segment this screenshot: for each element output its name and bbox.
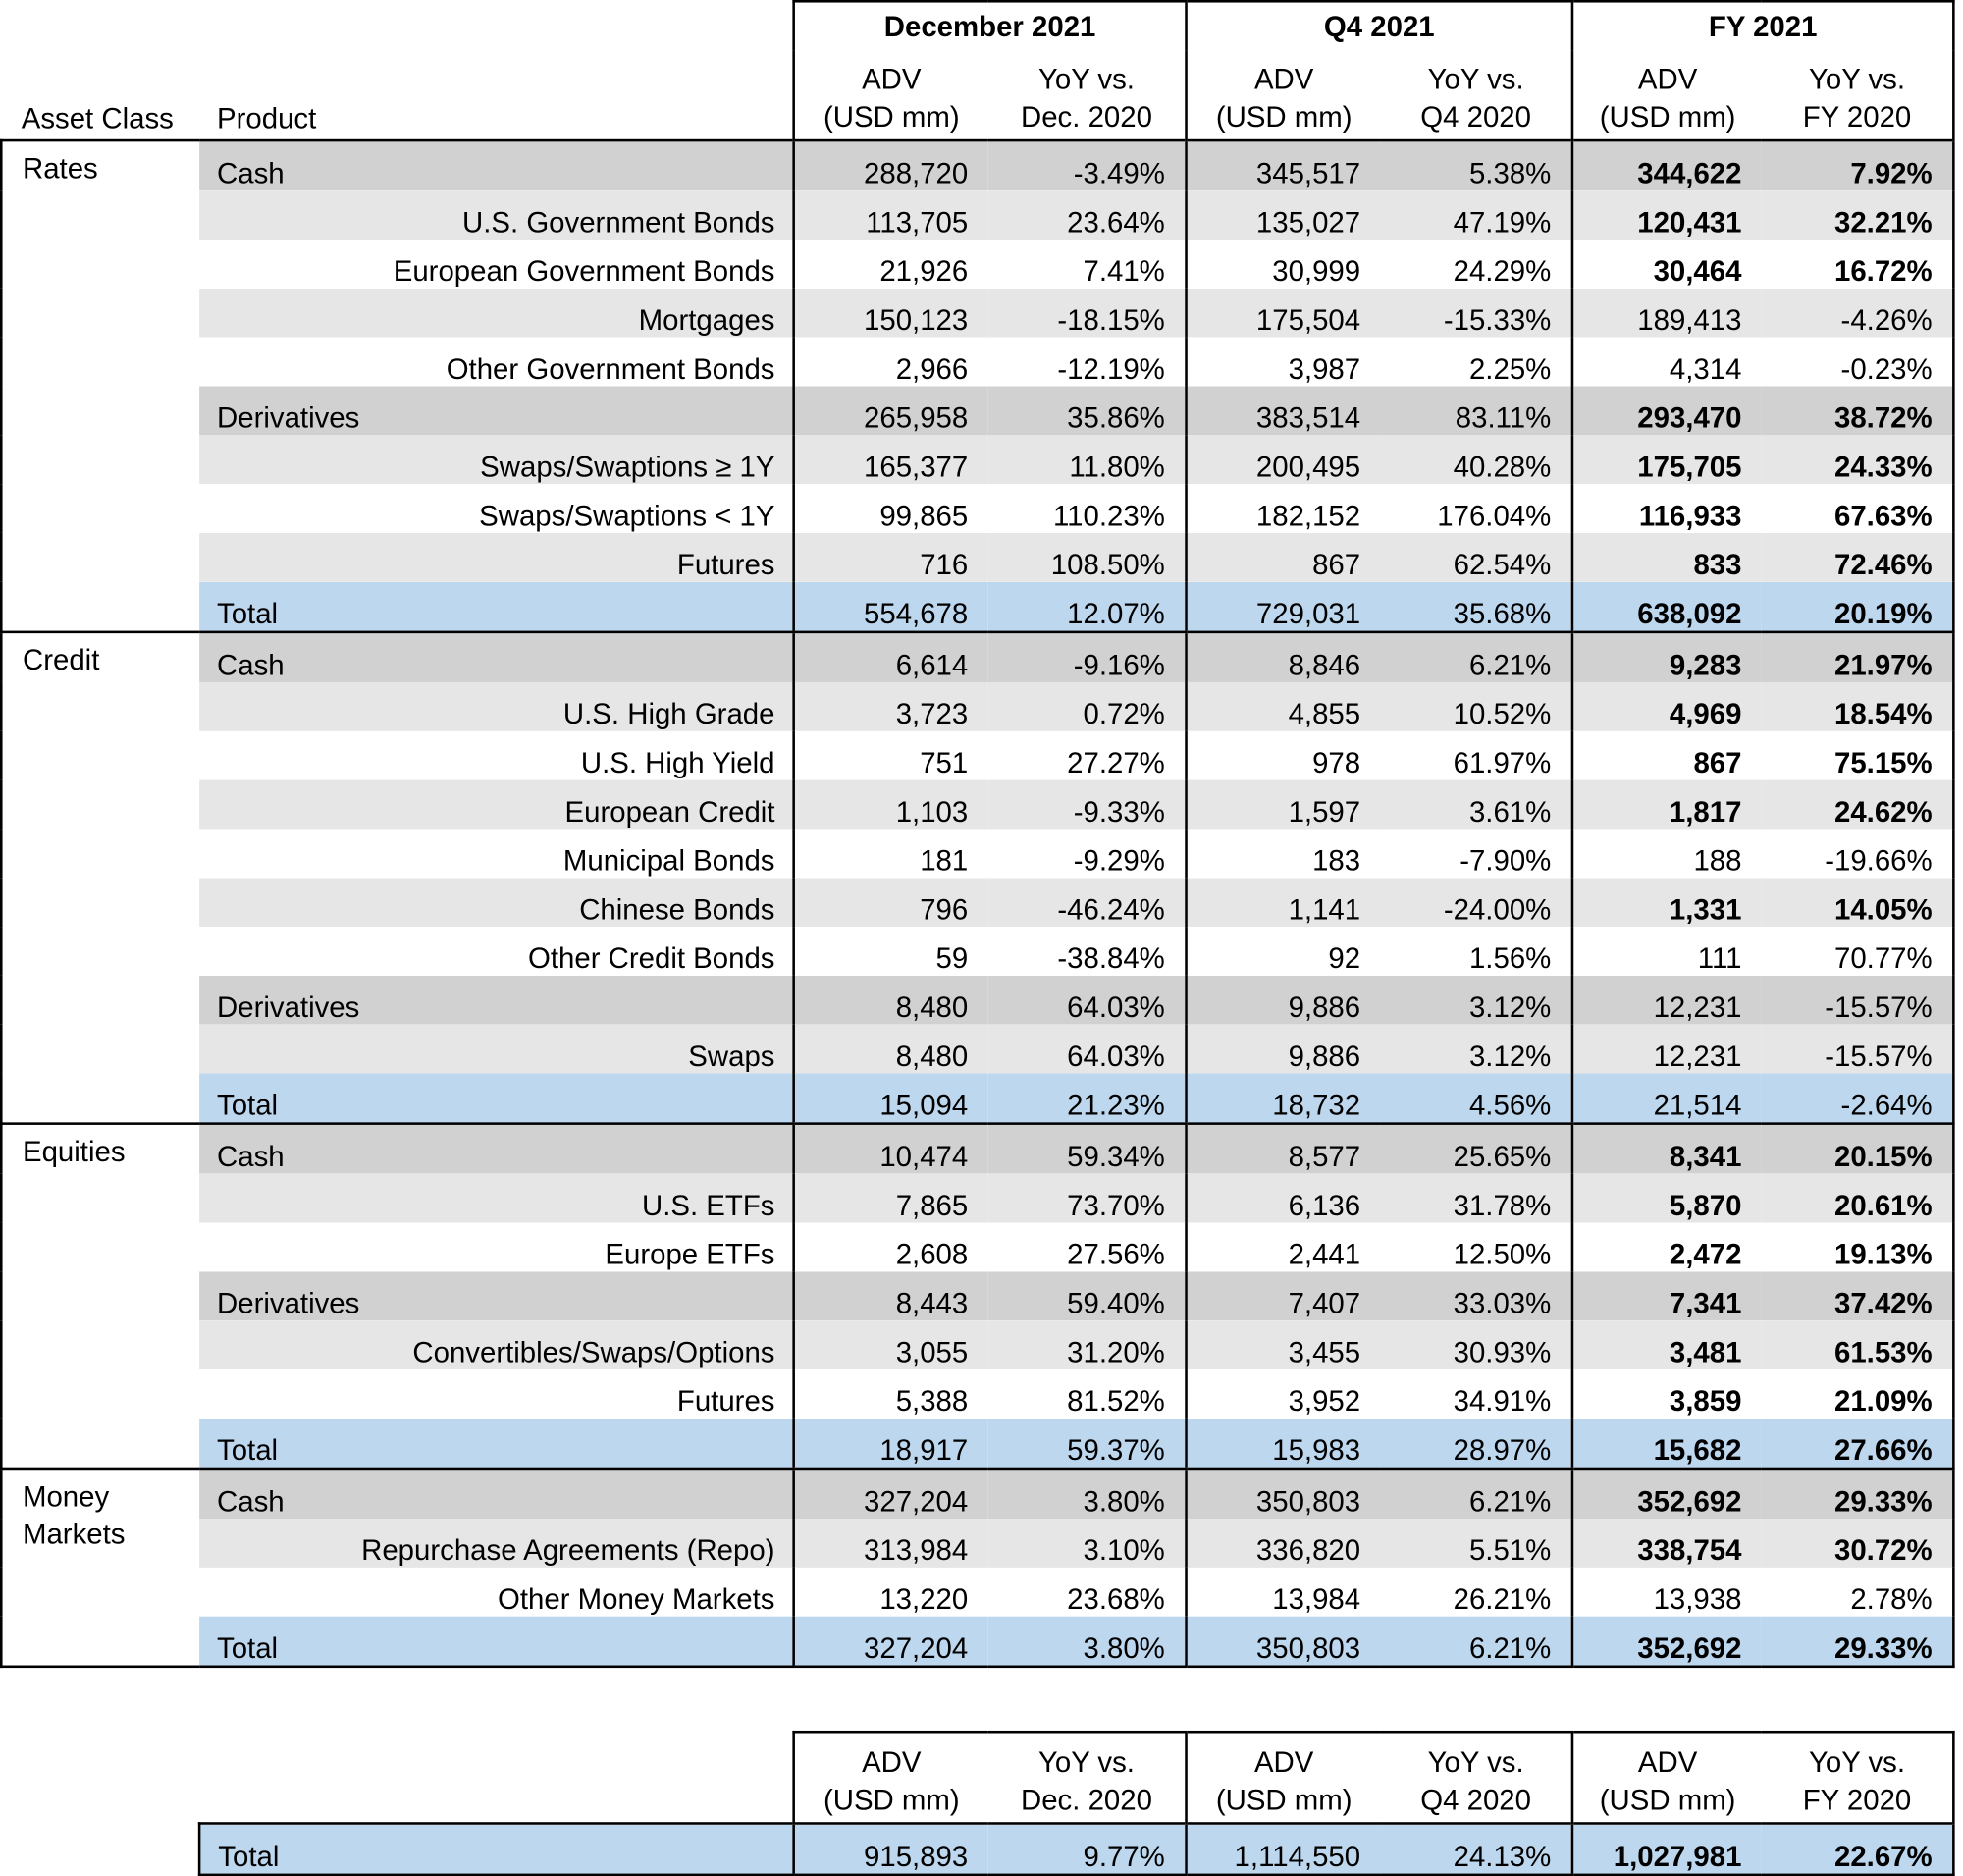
asset-class-equities: Equities xyxy=(1,1124,199,1469)
q4-yoy-header: YoY vs. Q4 2020 xyxy=(1420,62,1532,134)
cell-fy-adv: 5,870 xyxy=(1572,1174,1762,1223)
credit-row xyxy=(1,632,1953,682)
cell-fy-yoy: 16.72% xyxy=(1762,240,1953,289)
cell-fy-adv: 638,092 xyxy=(1572,582,1762,632)
cell-dec-yoy: 108.50% xyxy=(988,533,1187,582)
gt-fy-adv-header: ADV (USD mm) xyxy=(1572,1732,1762,1823)
product-label-european-credit: European Credit xyxy=(199,780,794,830)
cell-q4-adv: 1,141 xyxy=(1187,878,1381,927)
cell-q4-adv: 1,597 xyxy=(1187,780,1381,830)
cell-dec-adv: 10,474 xyxy=(794,1124,988,1174)
cell-fy-yoy: 29.33% xyxy=(1762,1617,1953,1667)
cell-dec-yoy: 7.41% xyxy=(988,240,1187,289)
cell-dec-adv: 21,926 xyxy=(794,240,988,289)
cell-dec-yoy: 23.68% xyxy=(988,1568,1187,1617)
cell-fy-yoy: -2.64% xyxy=(1762,1074,1953,1124)
cell-dec-adv: 7,865 xyxy=(794,1174,988,1223)
cell-fy-adv: 8,341 xyxy=(1572,1124,1762,1174)
rates-row xyxy=(1,190,1953,240)
cell-q4-adv: 3,952 xyxy=(1187,1369,1381,1419)
cell-fy-adv: 21,514 xyxy=(1572,1074,1762,1124)
rates-row xyxy=(1,533,1953,582)
cell-fy-adv: 293,470 xyxy=(1572,386,1762,435)
cell-dec-yoy: 3.80% xyxy=(988,1617,1187,1667)
cell-fy-adv: 111 xyxy=(1572,927,1762,976)
cell-q4-adv: 6,136 xyxy=(1187,1174,1381,1223)
cell-dec-yoy: 81.52% xyxy=(988,1369,1187,1419)
cell-dec-adv: 3,055 xyxy=(794,1320,988,1369)
rates-row xyxy=(1,338,1953,387)
asset-class-header: Asset Class xyxy=(21,101,174,134)
grand-total-header-blank xyxy=(1,1732,793,1823)
cell-fy-adv: 12,231 xyxy=(1572,976,1762,1025)
cell-fy-adv: 12,231 xyxy=(1572,1025,1762,1074)
cell-fy-adv: 1,331 xyxy=(1572,878,1762,927)
cell-fy-adv: 338,754 xyxy=(1572,1519,1762,1568)
grand-total-q4-yoy: 24.13% xyxy=(1381,1823,1572,1874)
cell-fy-yoy: 20.19% xyxy=(1762,582,1953,632)
cell-q4-yoy: 33.03% xyxy=(1381,1271,1572,1320)
cell-q4-adv: 3,987 xyxy=(1187,338,1381,387)
cell-dec-adv: 99,865 xyxy=(794,484,988,533)
cell-dec-yoy: -3.49% xyxy=(988,140,1187,190)
cell-fy-adv: 3,481 xyxy=(1572,1320,1762,1369)
gt-q4-yoy-header: YoY vs. Q4 2020 xyxy=(1381,1732,1572,1823)
cell-fy-adv: 120,431 xyxy=(1572,190,1762,240)
credit-row xyxy=(1,976,1953,1025)
cell-fy-yoy: 32.21% xyxy=(1762,190,1953,240)
cell-q4-adv: 18,732 xyxy=(1187,1074,1381,1124)
cell-dec-yoy: -9.16% xyxy=(988,632,1187,682)
cell-q4-adv: 7,407 xyxy=(1187,1271,1381,1320)
cell-q4-yoy: 24.29% xyxy=(1381,240,1572,289)
cell-fy-adv: 4,969 xyxy=(1572,682,1762,731)
cell-q4-adv: 92 xyxy=(1187,927,1381,976)
gap xyxy=(1,1667,1953,1732)
cell-q4-adv: 182,152 xyxy=(1187,484,1381,533)
product-label-cash: Cash xyxy=(199,1124,794,1174)
cell-q4-yoy: 3.12% xyxy=(1381,976,1572,1025)
product-label-swaps: Swaps xyxy=(199,1025,794,1074)
column-header-row xyxy=(1,50,1953,140)
period-header-row xyxy=(1,1,1953,50)
cell-q4-adv: 15,983 xyxy=(1187,1419,1381,1469)
cell-q4-yoy: 6.21% xyxy=(1381,1469,1572,1519)
cell-fy-adv: 1,817 xyxy=(1572,780,1762,830)
asset-class-rates: Rates xyxy=(1,140,199,632)
cell-fy-yoy: 67.63% xyxy=(1762,484,1953,533)
cell-q4-yoy: -15.33% xyxy=(1381,289,1572,338)
product-label-cash: Cash xyxy=(199,140,794,190)
cell-fy-adv: 13,938 xyxy=(1572,1568,1762,1617)
cell-q4-adv: 9,886 xyxy=(1187,1025,1381,1074)
cell-dec-adv: 554,678 xyxy=(794,582,988,632)
cell-dec-yoy: 27.27% xyxy=(988,731,1187,780)
cell-fy-yoy: 72.46% xyxy=(1762,533,1953,582)
product-label-total: Total xyxy=(199,582,794,632)
fy-yoy-header: YoY vs. FY 2020 xyxy=(1762,50,1953,140)
cell-q4-yoy: 3.12% xyxy=(1381,1025,1572,1074)
product-header: Product xyxy=(217,101,317,134)
cell-dec-adv: 2,608 xyxy=(794,1223,988,1272)
cell-dec-adv: 15,094 xyxy=(794,1074,988,1124)
cell-dec-adv: 113,705 xyxy=(794,190,988,240)
product-label-u-s-government-bonds: U.S. Government Bonds xyxy=(199,190,794,240)
cell-dec-yoy: 73.70% xyxy=(988,1174,1187,1223)
cell-fy-adv: 7,341 xyxy=(1572,1271,1762,1320)
product-label-chinese-bonds: Chinese Bonds xyxy=(199,878,794,927)
money-markets-row xyxy=(1,1617,1953,1667)
cell-dec-yoy: 110.23% xyxy=(988,484,1187,533)
cell-fy-yoy: 18.54% xyxy=(1762,682,1953,731)
header-blank xyxy=(1,1,793,50)
cell-q4-yoy: 12.50% xyxy=(1381,1223,1572,1272)
cell-q4-adv: 13,984 xyxy=(1187,1568,1381,1617)
grand-total-dec-adv: 915,893 xyxy=(794,1823,988,1874)
dec-adv-header: ADV (USD mm) xyxy=(794,50,988,140)
cell-q4-yoy: 31.78% xyxy=(1381,1174,1572,1223)
grand-total-row xyxy=(1,1823,1953,1874)
period-q4-2021: Q4 2021 xyxy=(1187,1,1572,50)
product-label-total: Total xyxy=(199,1419,794,1469)
product-label-other-money-markets: Other Money Markets xyxy=(199,1568,794,1617)
gt-fy-yoy-header: YoY vs. FY 2020 xyxy=(1762,1732,1953,1823)
cell-fy-adv: 116,933 xyxy=(1572,484,1762,533)
cell-q4-yoy: 2.25% xyxy=(1381,338,1572,387)
credit-row xyxy=(1,682,1953,731)
grand-total-q4-adv: 1,114,550 xyxy=(1187,1823,1381,1874)
cell-fy-adv: 2,472 xyxy=(1572,1223,1762,1272)
cell-fy-yoy: 30.72% xyxy=(1762,1519,1953,1568)
cell-fy-adv: 352,692 xyxy=(1572,1469,1762,1519)
product-label-u-s-high-yield: U.S. High Yield xyxy=(199,731,794,780)
cell-fy-yoy: 14.05% xyxy=(1762,878,1953,927)
grand-total-label: Total xyxy=(199,1823,794,1874)
equities-row xyxy=(1,1124,1953,1174)
cell-q4-yoy: 1.56% xyxy=(1381,927,1572,976)
cell-dec-yoy: -9.33% xyxy=(988,780,1187,830)
cell-q4-adv: 729,031 xyxy=(1187,582,1381,632)
cell-dec-yoy: 35.86% xyxy=(988,386,1187,435)
product-label-u-s-high-grade: U.S. High Grade xyxy=(199,682,794,731)
cell-dec-yoy: 59.40% xyxy=(988,1271,1187,1320)
cell-fy-yoy: 19.13% xyxy=(1762,1223,1953,1272)
rates-row xyxy=(1,140,1953,190)
credit-row xyxy=(1,829,1953,878)
cell-q4-yoy: 35.68% xyxy=(1381,582,1572,632)
product-label-european-government-bonds: European Government Bonds xyxy=(199,240,794,289)
cell-dec-adv: 8,443 xyxy=(794,1271,988,1320)
cell-dec-adv: 796 xyxy=(794,878,988,927)
product-label-u-s-etfs: U.S. ETFs xyxy=(199,1174,794,1223)
cell-dec-adv: 327,204 xyxy=(794,1469,988,1519)
cell-dec-yoy: 27.56% xyxy=(988,1223,1187,1272)
product-label-municipal-bonds: Municipal Bonds xyxy=(199,829,794,878)
product-label-swaps-swaptions-1y: Swaps/Swaptions ≥ 1Y xyxy=(199,435,794,484)
equities-row xyxy=(1,1369,1953,1419)
cell-q4-adv: 383,514 xyxy=(1187,386,1381,435)
cell-q4-yoy: 10.52% xyxy=(1381,682,1572,731)
gt-dec-yoy-header: YoY vs. Dec. 2020 xyxy=(988,1732,1187,1823)
cell-q4-adv: 3,455 xyxy=(1187,1320,1381,1369)
cell-fy-adv: 9,283 xyxy=(1572,632,1762,682)
credit-row xyxy=(1,878,1953,927)
rates-row xyxy=(1,289,1953,338)
cell-dec-adv: 181 xyxy=(794,829,988,878)
cell-dec-adv: 8,480 xyxy=(794,1025,988,1074)
product-label-derivatives: Derivatives xyxy=(199,1271,794,1320)
cell-q4-adv: 9,886 xyxy=(1187,976,1381,1025)
grand-total-header-row xyxy=(1,1732,1953,1823)
cell-q4-adv: 175,504 xyxy=(1187,289,1381,338)
asset-class-money-markets: Money Markets xyxy=(1,1469,199,1667)
product-label-cash: Cash xyxy=(199,632,794,682)
product-label-futures: Futures xyxy=(199,533,794,582)
cell-q4-yoy: -24.00% xyxy=(1381,878,1572,927)
rates-row xyxy=(1,582,1953,632)
cell-q4-yoy: 28.97% xyxy=(1381,1419,1572,1469)
cell-dec-yoy: 59.34% xyxy=(988,1124,1187,1174)
cell-fy-adv: 833 xyxy=(1572,533,1762,582)
cell-q4-adv: 8,846 xyxy=(1187,632,1381,682)
spacer-cell xyxy=(1,1667,1953,1732)
cell-dec-yoy: 11.80% xyxy=(988,435,1187,484)
equities-row xyxy=(1,1174,1953,1223)
main-table-body xyxy=(1,1,1953,1667)
product-label-futures: Futures xyxy=(199,1369,794,1419)
product-label-derivatives: Derivatives xyxy=(199,386,794,435)
cell-fy-yoy: -4.26% xyxy=(1762,289,1953,338)
cell-q4-yoy: -7.90% xyxy=(1381,829,1572,878)
spacer-row xyxy=(1,1667,1953,1732)
cell-q4-yoy: 40.28% xyxy=(1381,435,1572,484)
cell-fy-yoy: 61.53% xyxy=(1762,1320,1953,1369)
cell-dec-adv: 2,966 xyxy=(794,338,988,387)
cell-fy-adv: 188 xyxy=(1572,829,1762,878)
cell-fy-yoy: 38.72% xyxy=(1762,386,1953,435)
cell-dec-adv: 327,204 xyxy=(794,1617,988,1667)
gt-dec-adv-header: ADV (USD mm) xyxy=(794,1732,988,1823)
rates-row xyxy=(1,386,1953,435)
cell-dec-yoy: 3.10% xyxy=(988,1519,1187,1568)
cell-q4-adv: 350,803 xyxy=(1187,1469,1381,1519)
credit-row xyxy=(1,731,1953,780)
cell-dec-adv: 3,723 xyxy=(794,682,988,731)
cell-q4-yoy: 83.11% xyxy=(1381,386,1572,435)
product-label-swaps-swaptions-1y: Swaps/Swaptions < 1Y xyxy=(199,484,794,533)
product-label-other-government-bonds: Other Government Bonds xyxy=(199,338,794,387)
cell-dec-adv: 13,220 xyxy=(794,1568,988,1617)
cell-fy-yoy: 21.09% xyxy=(1762,1369,1953,1419)
cell-q4-yoy: 4.56% xyxy=(1381,1074,1572,1124)
cell-q4-adv: 336,820 xyxy=(1187,1519,1381,1568)
product-label-mortgages: Mortgages xyxy=(199,289,794,338)
cell-q4-adv: 867 xyxy=(1187,533,1381,582)
cell-dec-adv: 6,614 xyxy=(794,632,988,682)
cell-fy-yoy: 2.78% xyxy=(1762,1568,1953,1617)
product-label-cash: Cash xyxy=(199,1469,794,1519)
cell-dec-adv: 165,377 xyxy=(794,435,988,484)
grand-total-blank xyxy=(1,1823,199,1874)
cell-q4-adv: 4,855 xyxy=(1187,682,1381,731)
money-markets-row xyxy=(1,1469,1953,1519)
gt-q4-adv-header: ADV (USD mm) xyxy=(1187,1732,1381,1823)
cell-dec-adv: 59 xyxy=(794,927,988,976)
fy-adv-header: ADV (USD mm) xyxy=(1572,50,1762,140)
cell-dec-adv: 1,103 xyxy=(794,780,988,830)
cell-dec-adv: 313,984 xyxy=(794,1519,988,1568)
rates-row xyxy=(1,435,1953,484)
cell-dec-yoy: -18.15% xyxy=(988,289,1187,338)
cell-fy-yoy: -0.23% xyxy=(1762,338,1953,387)
cell-q4-adv: 2,441 xyxy=(1187,1223,1381,1272)
cell-fy-yoy: 70.77% xyxy=(1762,927,1953,976)
cell-fy-adv: 15,682 xyxy=(1572,1419,1762,1469)
cell-q4-yoy: 3.61% xyxy=(1381,780,1572,830)
cell-q4-adv: 8,577 xyxy=(1187,1124,1381,1174)
product-label-europe-etfs: Europe ETFs xyxy=(199,1223,794,1272)
cell-q4-yoy: 6.21% xyxy=(1381,1617,1572,1667)
cell-fy-adv: 352,692 xyxy=(1572,1617,1762,1667)
cell-dec-adv: 5,388 xyxy=(794,1369,988,1419)
cell-fy-yoy: 24.33% xyxy=(1762,435,1953,484)
grand-total-section xyxy=(1,1732,1953,1875)
cell-dec-adv: 288,720 xyxy=(794,140,988,190)
cell-dec-yoy: 64.03% xyxy=(988,976,1187,1025)
credit-row xyxy=(1,927,1953,976)
q4-adv-header: ADV (USD mm) xyxy=(1187,50,1381,140)
cell-q4-adv: 345,517 xyxy=(1187,140,1381,190)
cell-fy-yoy: 21.97% xyxy=(1762,632,1953,682)
cell-q4-yoy: 176.04% xyxy=(1381,484,1572,533)
cell-dec-adv: 150,123 xyxy=(794,289,988,338)
dec-yoy-header: YoY vs. Dec. 2020 xyxy=(1020,62,1152,134)
cell-q4-yoy: 61.97% xyxy=(1381,731,1572,780)
product-label-other-credit-bonds: Other Credit Bonds xyxy=(199,927,794,976)
cell-q4-yoy: 47.19% xyxy=(1381,190,1572,240)
credit-row xyxy=(1,1025,1953,1074)
cell-q4-adv: 200,495 xyxy=(1187,435,1381,484)
product-label-total: Total xyxy=(199,1074,794,1124)
cell-fy-adv: 175,705 xyxy=(1572,435,1762,484)
grand-total-fy-adv: 1,027,981 xyxy=(1572,1823,1762,1874)
cell-dec-adv: 8,480 xyxy=(794,976,988,1025)
cell-fy-yoy: 20.15% xyxy=(1762,1124,1953,1174)
cell-fy-yoy: -15.57% xyxy=(1762,976,1953,1025)
cell-q4-yoy: 30.93% xyxy=(1381,1320,1572,1369)
cell-q4-yoy: 34.91% xyxy=(1381,1369,1572,1419)
equities-row xyxy=(1,1223,1953,1272)
cell-dec-adv: 18,917 xyxy=(794,1419,988,1469)
cell-q4-yoy: 62.54% xyxy=(1381,533,1572,582)
cell-fy-adv: 3,859 xyxy=(1572,1369,1762,1419)
cell-dec-yoy: 31.20% xyxy=(988,1320,1187,1369)
cell-q4-adv: 30,999 xyxy=(1187,240,1381,289)
cell-dec-yoy: -12.19% xyxy=(988,338,1187,387)
equities-row xyxy=(1,1271,1953,1320)
cell-dec-yoy: 0.72% xyxy=(988,682,1187,731)
product-label-convertibles-swaps-options: Convertibles/Swaps/Options xyxy=(199,1320,794,1369)
equities-row xyxy=(1,1320,1953,1369)
money-markets-row xyxy=(1,1519,1953,1568)
product-label-repurchase-agreements-repo: Repurchase Agreements (Repo) xyxy=(199,1519,794,1568)
cell-dec-yoy: -9.29% xyxy=(988,829,1187,878)
asset-class-credit: Credit xyxy=(1,632,199,1124)
cell-dec-adv: 751 xyxy=(794,731,988,780)
cell-q4-adv: 350,803 xyxy=(1187,1617,1381,1667)
product-label-total: Total xyxy=(199,1617,794,1667)
cell-fy-yoy: 37.42% xyxy=(1762,1271,1953,1320)
cell-q4-adv: 978 xyxy=(1187,731,1381,780)
cell-dec-yoy: 12.07% xyxy=(988,582,1187,632)
grand-total-fy-yoy: 22.67% xyxy=(1762,1823,1953,1874)
cell-fy-adv: 30,464 xyxy=(1572,240,1762,289)
cell-dec-yoy: 59.37% xyxy=(988,1419,1187,1469)
cell-fy-yoy: 7.92% xyxy=(1762,140,1953,190)
rates-row xyxy=(1,240,1953,289)
cell-fy-yoy: -19.66% xyxy=(1762,829,1953,878)
cell-q4-yoy: 5.51% xyxy=(1381,1519,1572,1568)
cell-fy-yoy: 27.66% xyxy=(1762,1419,1953,1469)
period-december-2021: December 2021 xyxy=(794,1,1187,50)
cell-fy-yoy: 24.62% xyxy=(1762,780,1953,830)
period-fy-2021: FY 2021 xyxy=(1572,1,1953,50)
cell-fy-yoy: -15.57% xyxy=(1762,1025,1953,1074)
cell-dec-adv: 265,958 xyxy=(794,386,988,435)
cell-q4-adv: 183 xyxy=(1187,829,1381,878)
cell-q4-adv: 135,027 xyxy=(1187,190,1381,240)
cell-dec-yoy: 23.64% xyxy=(988,190,1187,240)
cell-q4-yoy: 25.65% xyxy=(1381,1124,1572,1174)
cell-fy-adv: 344,622 xyxy=(1572,140,1762,190)
equities-row xyxy=(1,1419,1953,1469)
cell-fy-yoy: 75.15% xyxy=(1762,731,1953,780)
cell-fy-yoy: 20.61% xyxy=(1762,1174,1953,1223)
cell-fy-yoy: 29.33% xyxy=(1762,1469,1953,1519)
cell-dec-yoy: 21.23% xyxy=(988,1074,1187,1124)
cell-fy-adv: 867 xyxy=(1572,731,1762,780)
grand-total-dec-yoy: 9.77% xyxy=(988,1823,1187,1874)
cell-q4-yoy: 26.21% xyxy=(1381,1568,1572,1617)
rates-row xyxy=(1,484,1953,533)
cell-fy-adv: 4,314 xyxy=(1572,338,1762,387)
credit-row xyxy=(1,1074,1953,1124)
cell-q4-yoy: 6.21% xyxy=(1381,632,1572,682)
cell-fy-adv: 189,413 xyxy=(1572,289,1762,338)
cell-dec-adv: 716 xyxy=(794,533,988,582)
cell-dec-yoy: 64.03% xyxy=(988,1025,1187,1074)
product-label-derivatives: Derivatives xyxy=(199,976,794,1025)
cell-dec-yoy: -46.24% xyxy=(988,878,1187,927)
cell-q4-yoy: 5.38% xyxy=(1381,140,1572,190)
credit-row xyxy=(1,780,1953,830)
money-markets-row xyxy=(1,1568,1953,1617)
cell-dec-yoy: -38.84% xyxy=(988,927,1187,976)
cell-dec-yoy: 3.80% xyxy=(988,1469,1187,1519)
